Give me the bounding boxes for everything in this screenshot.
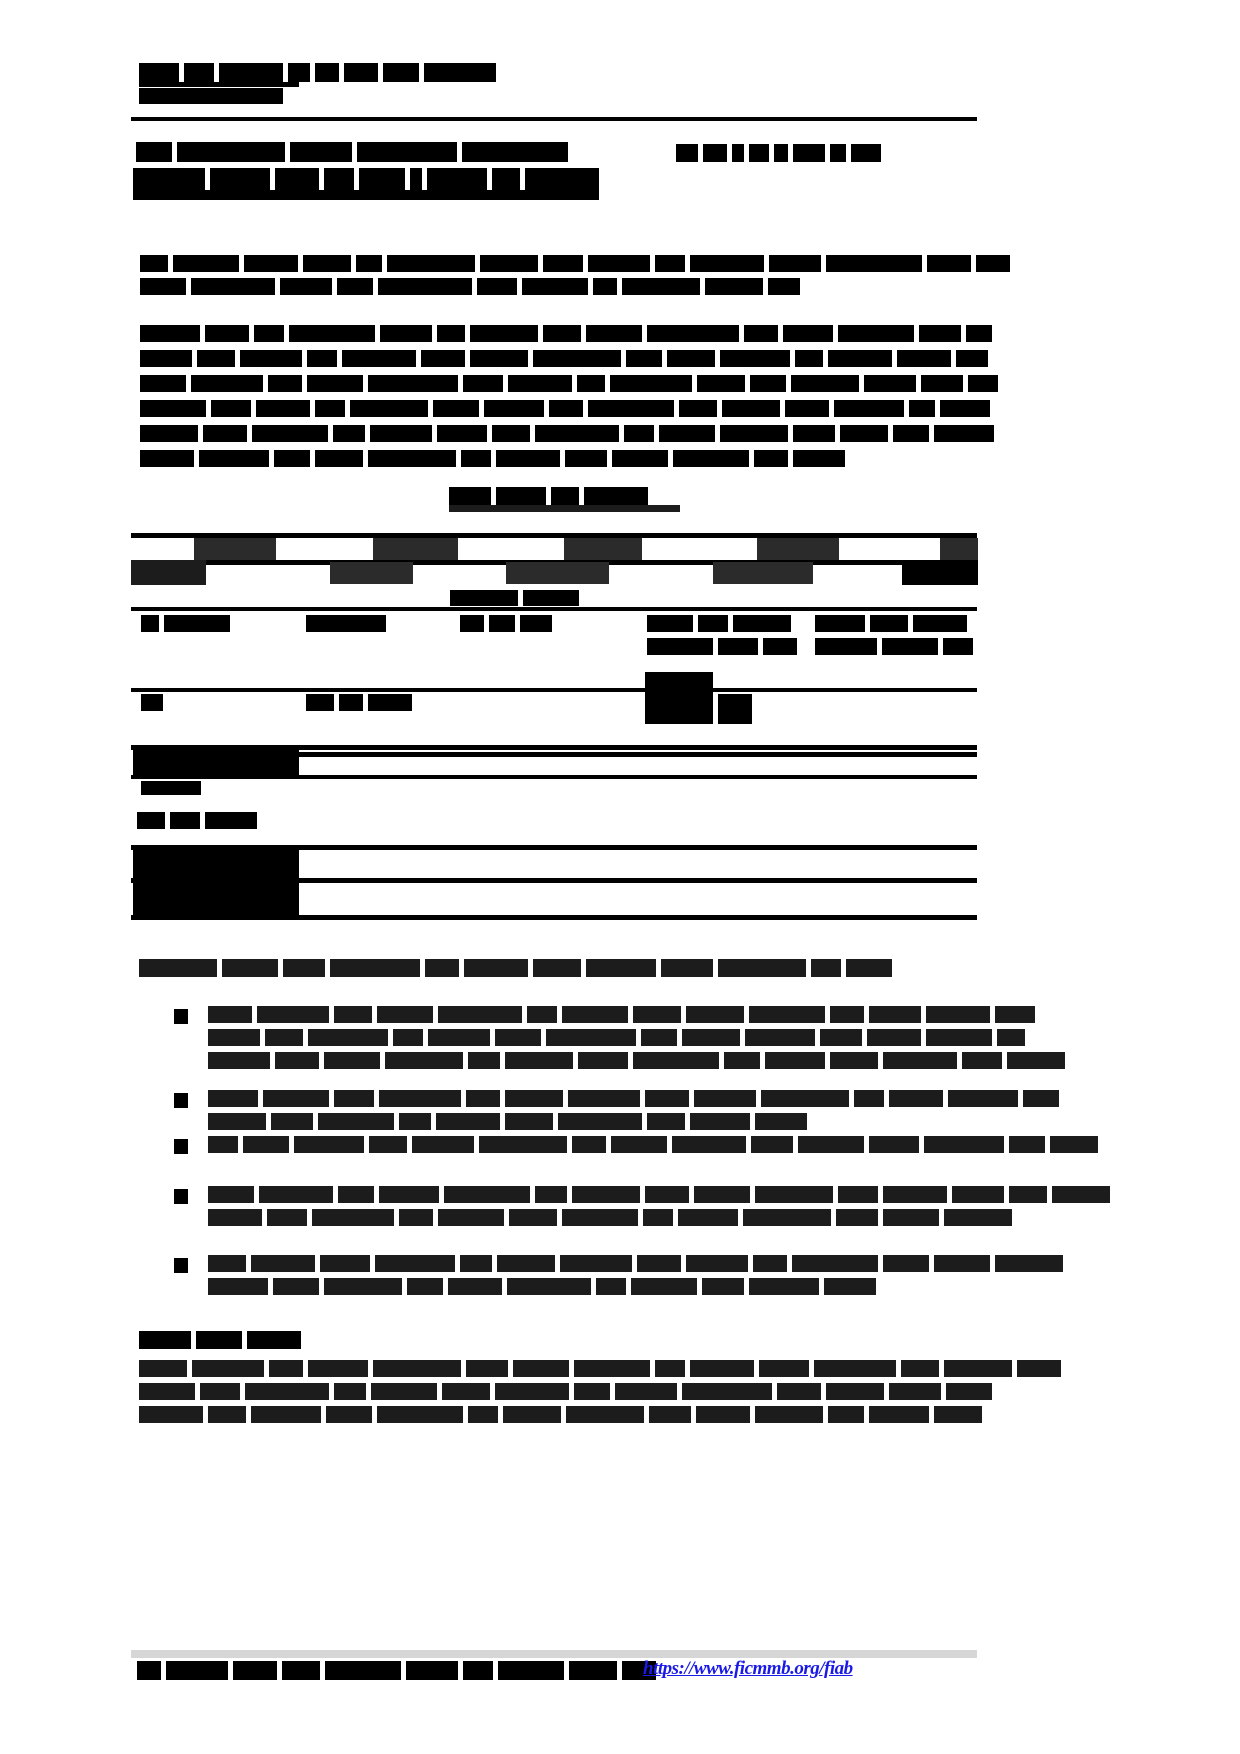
banner-line-1 [136, 142, 568, 162]
footer-left-text [137, 1661, 656, 1680]
table-row-label-block [133, 750, 299, 775]
list-item-line [208, 1209, 1012, 1226]
banner-line-2-underline [133, 190, 599, 200]
table-row-3-inner-rule [299, 752, 977, 757]
list-item-marker-3 [174, 1139, 188, 1154]
list-item [208, 1255, 1063, 1272]
intro-line-1 [140, 255, 1010, 272]
list-item-marker-1 [174, 1009, 188, 1024]
list-item [208, 1186, 1110, 1203]
list-item-line [208, 1278, 876, 1295]
header-rule [131, 117, 977, 121]
list-item-marker-5 [174, 1258, 188, 1273]
table-row [141, 615, 230, 632]
list-heading [139, 959, 892, 977]
header-title-line-1 [139, 63, 496, 82]
body-line-6 [140, 450, 845, 467]
header-subtitle [139, 88, 283, 104]
body-line-4 [140, 400, 990, 417]
table-header-cell-4 [757, 538, 839, 560]
table-caption-underline [449, 505, 680, 512]
table-header-cell-2 [373, 538, 458, 560]
list-item-line [208, 1052, 1065, 1069]
table-caption [449, 487, 648, 505]
header-title-underscore [139, 82, 299, 87]
footer-external-link[interactable]: https://www.ficmmb.org/fiab [643, 1658, 853, 1679]
table-row [141, 694, 163, 711]
table-row-solid-block [133, 848, 299, 878]
table-subheader-extra [450, 590, 579, 606]
body-line-1 [140, 325, 992, 342]
body-line-2 [140, 350, 988, 367]
table-row-3-bottom-rule [131, 775, 977, 779]
closing-line-1 [139, 1360, 1061, 1377]
list-item-marker-4 [174, 1189, 188, 1204]
table-row-sublabel [137, 812, 257, 829]
table-row-cell [460, 615, 552, 632]
body-line-3 [140, 375, 998, 392]
closing-heading [139, 1331, 301, 1349]
closing-line-3 [139, 1406, 982, 1423]
list-item-marker-2 [174, 1093, 188, 1108]
banner-line-1-tail [676, 144, 881, 162]
footer-separator [131, 1650, 977, 1658]
table-subheader-cell-4 [713, 562, 813, 584]
closing-line-2 [139, 1383, 992, 1400]
table-subheader-cell-1 [131, 560, 206, 585]
table-row-cell [306, 615, 386, 632]
table-row-cell [815, 615, 967, 632]
table-row-cell [645, 694, 752, 724]
table-row-caption [141, 781, 201, 795]
body-line-5 [140, 425, 994, 442]
table-header-cell-5 [940, 538, 978, 560]
table-row-cell [647, 615, 791, 632]
table-row-cell-wrap [647, 638, 797, 655]
list-item [208, 1006, 1035, 1023]
table-header-cell-1 [194, 538, 276, 560]
list-item-line [208, 1113, 807, 1130]
table-row-solid-block-2 [133, 881, 299, 915]
table-header-cell-3 [564, 538, 642, 560]
table-subheader-cell-5 [902, 560, 978, 585]
table-row-2-top-border [131, 688, 977, 692]
banner-line-2 [133, 168, 599, 190]
list-item [208, 1090, 1059, 1107]
list-item [208, 1136, 1098, 1153]
table-bottom-border [131, 915, 977, 920]
intro-line-2 [140, 278, 800, 295]
table-row-cell [306, 694, 412, 711]
table-subheader-cell-3 [506, 562, 609, 584]
table-subheader-cell-2 [330, 562, 413, 584]
table-row-cell-wrap [815, 638, 973, 655]
table-row-1-top-border [131, 607, 977, 611]
list-item-line [208, 1029, 1025, 1046]
